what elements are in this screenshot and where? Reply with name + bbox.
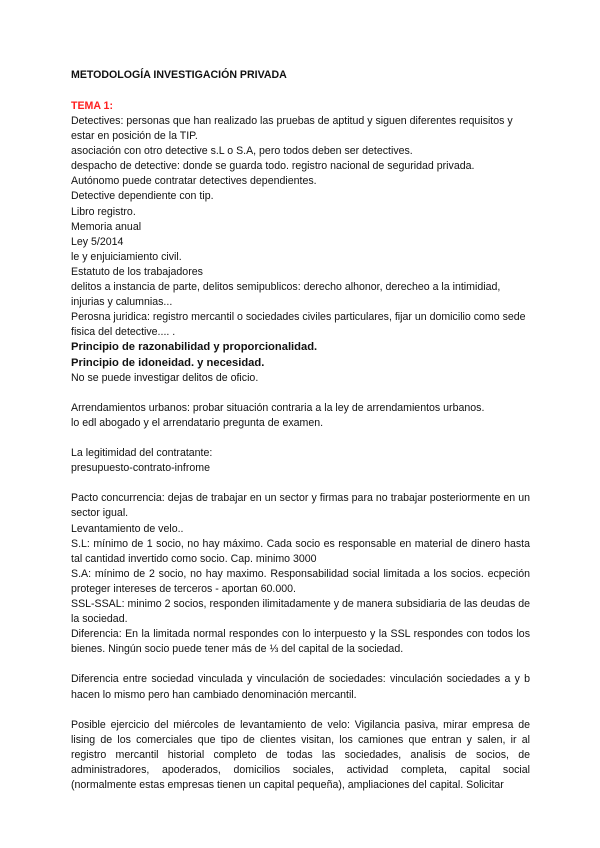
paragraph-line: SSL-SSAL: minimo 2 socios, responden ilimitadamente y de manera subsidiaria de las deudas de la sociedad. — [71, 598, 530, 626]
paragraph-line: Autónomo puede contratar detectives dependientes. — [71, 175, 317, 188]
paragraph-vinculacion: Diferencia entre sociedad vinculada y vinculación de sociedades: vinculación sociedades a y b hacen lo mismo pero han cambiado denominación mercantil. — [71, 673, 530, 701]
paragraph-line: Diferencia: En la limitada normal respondes con lo interpuesto y la SSL respondes con todos los bienes. Ningún socio puede tener más de ⅓ del capital de la sociedad. — [71, 628, 530, 656]
paragraph-ejercicio: Posible ejercicio del miércoles de levantamiento de velo: Vigilancia pasiva, mirar empresa de lising de los comerciales que tipo de clientes visitan, los camiones que entran y salen, ir al registro mercantil historial completo de todas las sociedades, analisis de socios, de administradores, apoderados, domicilios sociales, actividad completa, capital social (normalmente estas empresas tienen un capital pequeña), ampliaciones del capital. Solicitar — [71, 718, 530, 792]
block-legitimidad — [71, 446, 530, 476]
paragraph-line: Ley 5/2014 — [71, 235, 124, 248]
paragraph-line: delitos a instancia de parte, delitos semipublicos: derecho alhonor, derecheo a la intimidiad, injurias y calumnias... — [71, 281, 501, 309]
document-page — [71, 68, 530, 793]
paragraph-line: lo edl abogado y el arrendatario pregunta de examen. — [71, 416, 324, 429]
paragraph-line: Perosna juridica: registro mercantil o sociedades civiles particulares, fijar un domicilio como sede fisica del detective.... . — [71, 311, 526, 339]
paragraph-line: Detective dependiente con tip. — [71, 190, 214, 203]
paragraph-line: Pacto concurrencia: dejas de trabajar en un sector y firmas para no trabajar posteriormente en un sector igual. — [71, 492, 530, 520]
paragraph-line: Libro registro. — [71, 205, 136, 218]
section-heading: TEMA 1: — [71, 100, 113, 112]
paragraph-line: despacho de detective: donde se guarda todo. registro nacional de seguridad privada. — [71, 160, 475, 173]
paragraph-line: Estatuto de los trabajadores — [71, 265, 203, 278]
principle-line: Principio de idoneidad. y necesidad. — [71, 356, 265, 369]
paragraph-line: No se puede investigar delitos de oficio. — [71, 371, 259, 384]
block-sociedades — [71, 491, 530, 657]
document-title: METODOLOGÍA INVESTIGACIÓN PRIVADA — [71, 69, 287, 81]
paragraph-line: asociación con otro detective s.L o S.A, pero todos deben ser detectives. — [71, 145, 413, 158]
block-arrendamientos — [71, 401, 530, 431]
paragraph-line: La legitimidad del contratante: — [71, 447, 213, 460]
paragraph-line: Detectives: personas que han realizado las pruebas de aptitud y siguen diferentes requisitos y estar en posición de la TIP. — [71, 115, 513, 143]
paragraph-line: S.L: mínimo de 1 socio, no hay máximo. Cada socio es responsable en material de dinero hasta tal cantidad invertido como socio. Cap. minimo 3000 — [71, 537, 530, 565]
paragraph-line: le y enjuiciamiento civil. — [71, 250, 182, 263]
paragraph-line: S.A: mínimo de 2 socio, no hay maximo. Responsabilidad social limitada a los socios. ecpeción proteger intereses de terceros - aportan 60.000. — [71, 567, 530, 595]
paragraph-line: Memoria anual — [71, 220, 142, 233]
paragraph-line: Arrendamientos urbanos: probar situación contraria a la ley de arrendamientos urbanos. — [71, 401, 485, 414]
paragraph-line: presupuesto-contrato-infrome — [71, 462, 210, 475]
paragraph-line: Levantamiento de velo.. — [71, 522, 184, 535]
principle-line: Principio de razonabilidad y proporcionalidad. — [71, 341, 318, 354]
block-detectives — [71, 114, 530, 386]
